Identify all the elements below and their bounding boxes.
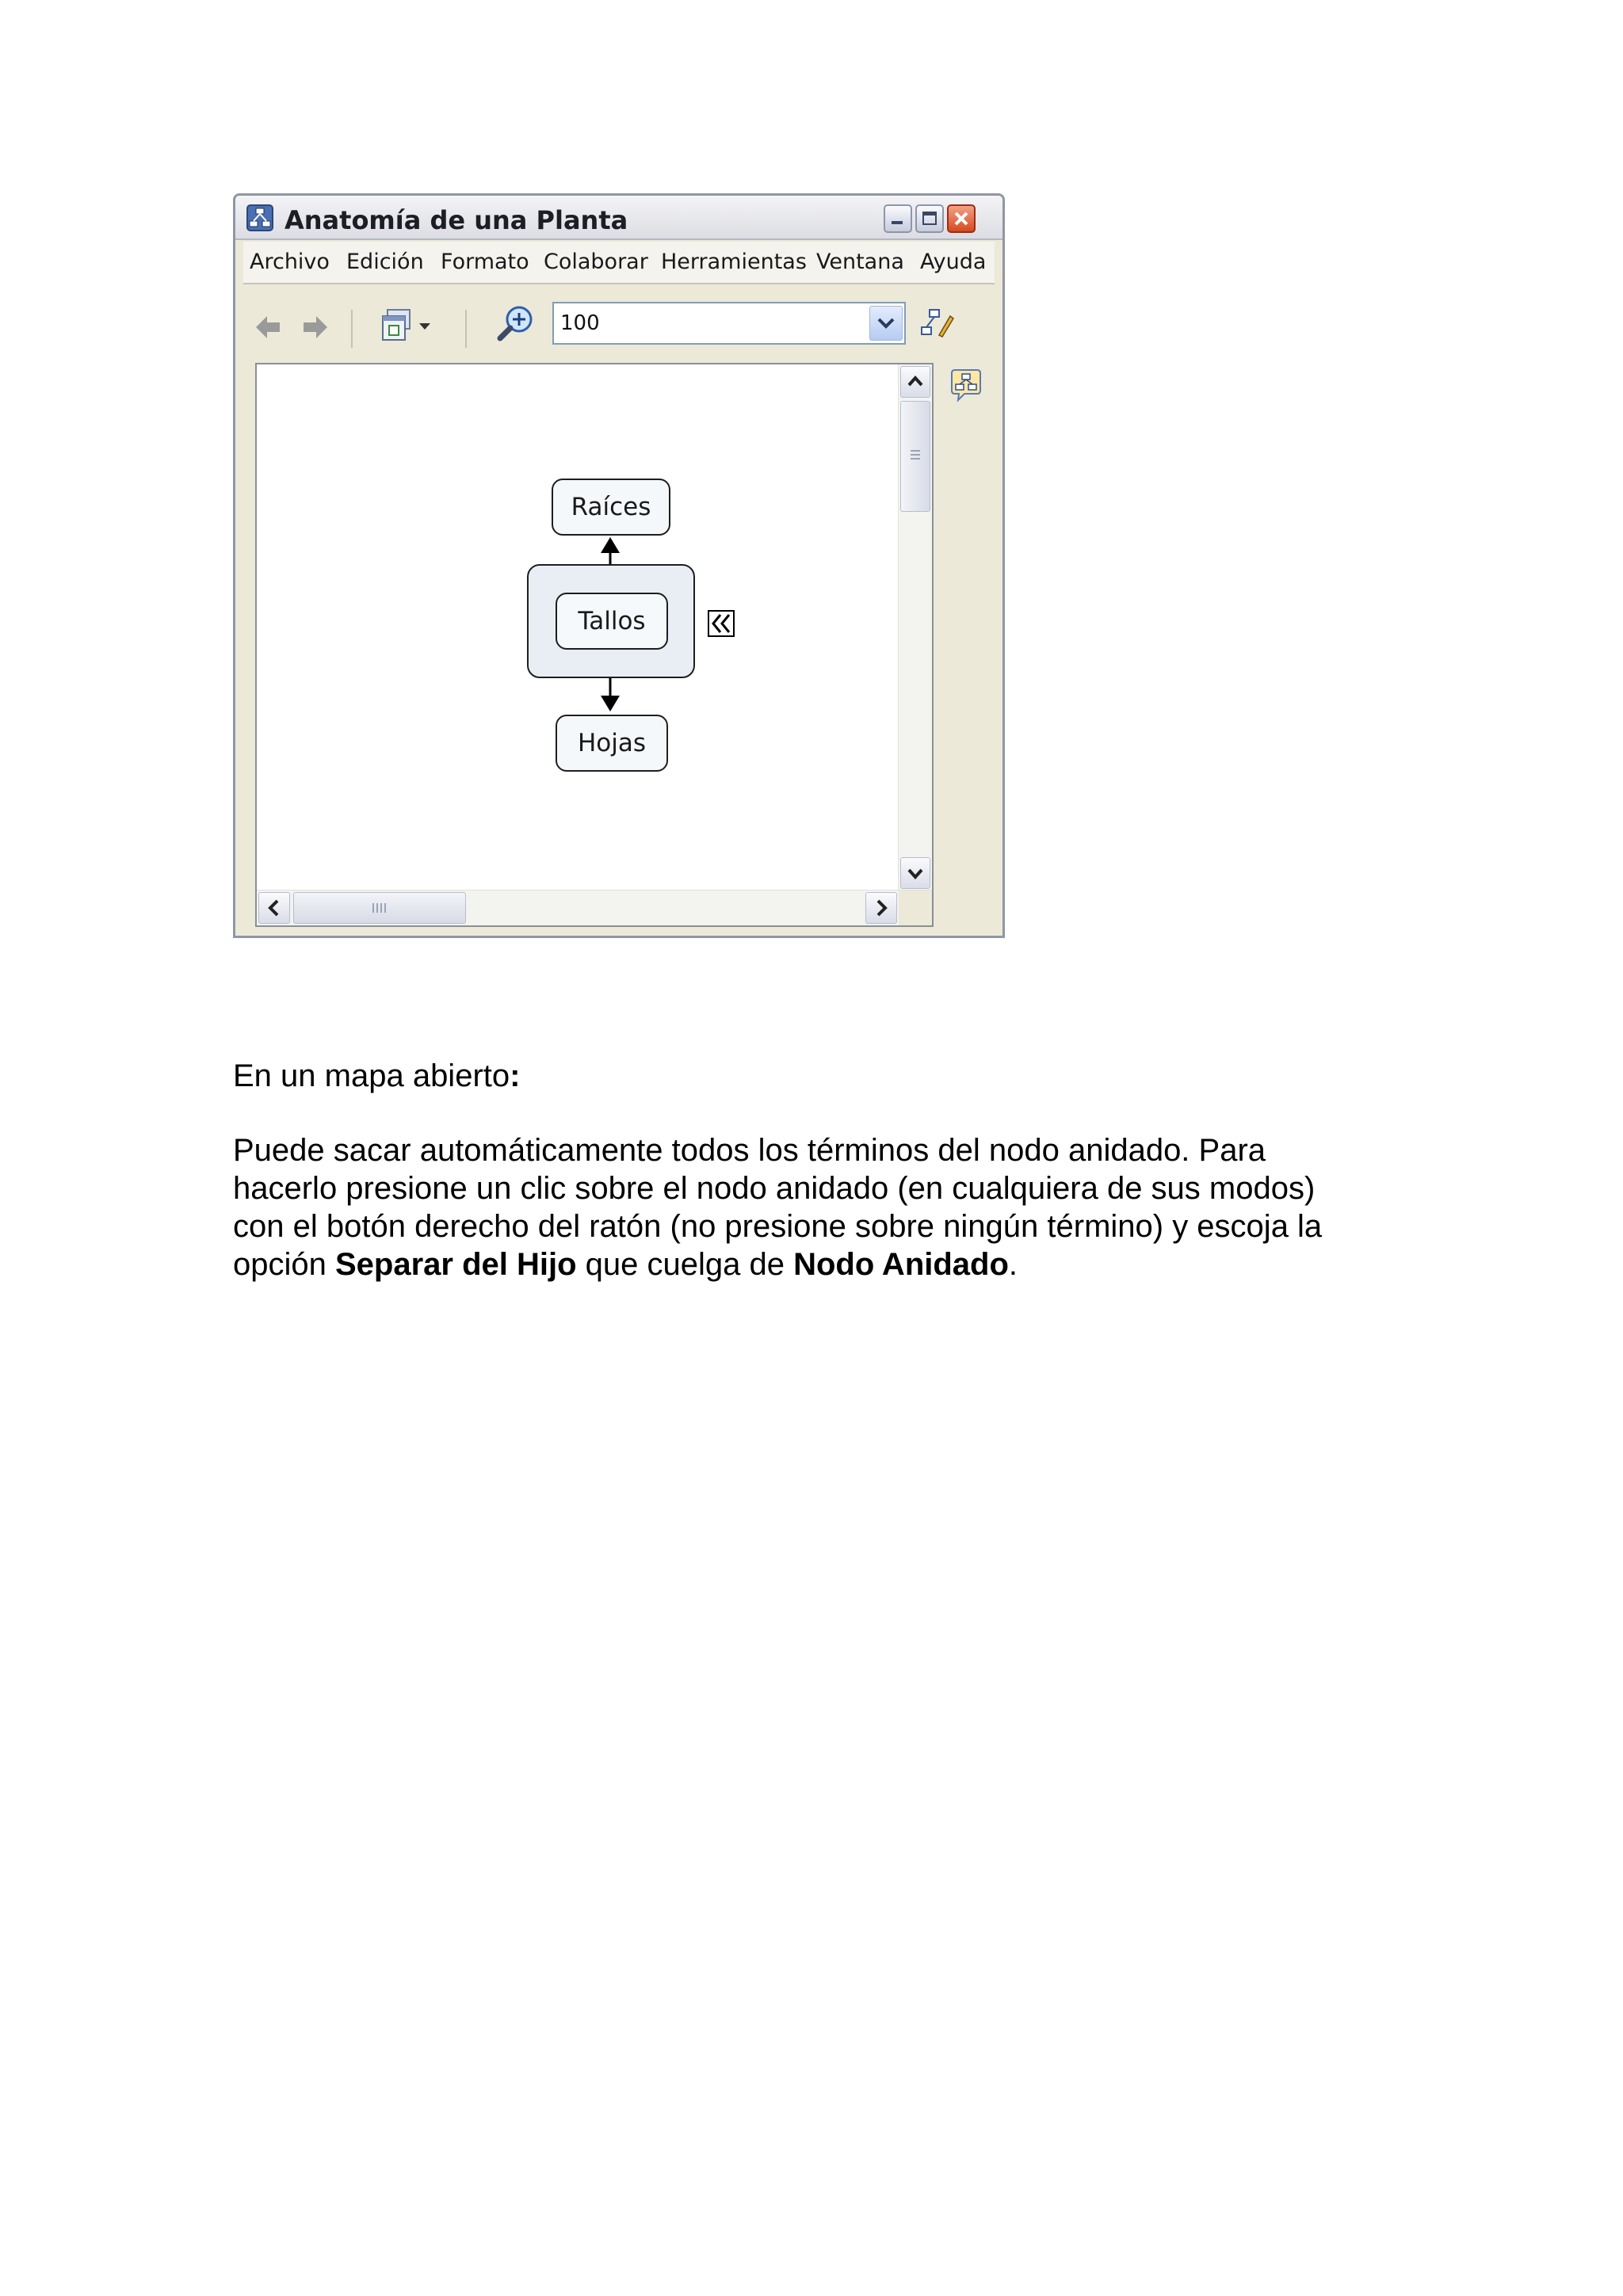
toolbar-separator bbox=[351, 310, 353, 348]
paragraph-line: Puede sacar automáticamente todos los términos del nodo anidado. Para bbox=[233, 1133, 1266, 1168]
views-icon[interactable] bbox=[380, 308, 414, 345]
node-label: Raíces bbox=[571, 493, 651, 521]
instruction-paragraph bbox=[233, 1131, 1422, 1283]
scroll-down-button[interactable] bbox=[900, 857, 930, 889]
close-button[interactable] bbox=[947, 204, 976, 233]
menu-formato[interactable]: Formato bbox=[441, 250, 529, 274]
edit-map-icon[interactable] bbox=[918, 307, 955, 341]
concept-node-hojas[interactable] bbox=[556, 715, 668, 772]
heading-text: En un mapa abierto bbox=[233, 1058, 510, 1093]
scroll-left-button[interactable] bbox=[258, 892, 290, 924]
scroll-corner bbox=[899, 891, 932, 925]
back-arrow-icon[interactable] bbox=[253, 311, 285, 343]
grip-icon bbox=[294, 893, 465, 923]
chevron-left-icon bbox=[259, 893, 289, 923]
app-window bbox=[233, 193, 1005, 938]
chevron-down-icon[interactable] bbox=[418, 321, 432, 332]
menu-bar bbox=[243, 242, 995, 284]
node-label: Hojas bbox=[577, 729, 647, 757]
zoom-combobox[interactable] bbox=[552, 302, 906, 345]
menu-name: Nodo Anidado bbox=[793, 1247, 1009, 1282]
scroll-up-button[interactable] bbox=[900, 366, 930, 398]
menu-edicion[interactable]: Edición bbox=[346, 250, 424, 274]
title-bar[interactable] bbox=[235, 196, 1002, 240]
minimize-icon bbox=[885, 206, 911, 231]
nested-node-container[interactable] bbox=[527, 564, 695, 678]
vertical-scrollbar[interactable] bbox=[898, 364, 932, 891]
text-run: que cuelga de bbox=[576, 1247, 794, 1282]
zoom-icon[interactable] bbox=[495, 303, 537, 345]
cmap-app-icon bbox=[246, 204, 273, 231]
forward-arrow-icon[interactable] bbox=[299, 311, 330, 343]
text-run: opción bbox=[233, 1247, 335, 1282]
option-name: Separar del Hijo bbox=[334, 1247, 577, 1282]
menu-colaborar[interactable]: Colaborar bbox=[544, 250, 648, 274]
collapse-nested-icon[interactable] bbox=[708, 610, 735, 637]
maximize-icon bbox=[917, 206, 942, 231]
menu-herramientas[interactable]: Herramientas bbox=[661, 250, 807, 274]
chevron-right-icon bbox=[866, 893, 896, 923]
minimize-button[interactable] bbox=[884, 204, 912, 233]
horizontal-scroll-thumb[interactable] bbox=[293, 892, 466, 924]
zoom-input[interactable] bbox=[557, 307, 865, 339]
horizontal-scrollbar[interactable] bbox=[257, 890, 932, 925]
map-canvas[interactable] bbox=[255, 363, 934, 927]
menu-archivo[interactable]: Archivo bbox=[250, 250, 330, 274]
concept-node-tallos[interactable] bbox=[556, 593, 668, 650]
zoom-dropdown-button[interactable] bbox=[869, 306, 903, 341]
grip-icon bbox=[901, 402, 930, 511]
menu-ayuda[interactable]: Ayuda bbox=[920, 250, 987, 274]
section-heading bbox=[233, 1057, 1422, 1095]
scroll-right-button[interactable] bbox=[865, 892, 897, 924]
vertical-scroll-thumb[interactable] bbox=[900, 401, 930, 512]
node-label: Tallos bbox=[578, 607, 646, 635]
paragraph-line: hacerlo presione un clic sobre el nodo anidado (en cualquiera de sus modos) bbox=[233, 1171, 1316, 1206]
chevron-down-icon bbox=[870, 307, 902, 340]
heading-colon: : bbox=[510, 1058, 521, 1093]
window-title: Anatomía de una Planta bbox=[285, 205, 628, 235]
maximize-button[interactable] bbox=[915, 204, 944, 233]
cmaps-panel-icon[interactable] bbox=[949, 368, 983, 403]
paragraph-line bbox=[233, 1245, 1422, 1283]
text-run: . bbox=[1008, 1247, 1018, 1282]
chevron-down-icon bbox=[901, 858, 930, 888]
close-icon bbox=[949, 206, 974, 231]
paragraph-line: con el botón derecho del ratón (no presione sobre ningún término) y escoja la bbox=[233, 1209, 1323, 1244]
toolbar bbox=[243, 284, 995, 364]
chevron-up-icon bbox=[901, 367, 930, 397]
toolbar-separator bbox=[465, 310, 467, 348]
concept-node-raices[interactable] bbox=[552, 479, 670, 536]
menu-ventana[interactable]: Ventana bbox=[816, 250, 904, 274]
